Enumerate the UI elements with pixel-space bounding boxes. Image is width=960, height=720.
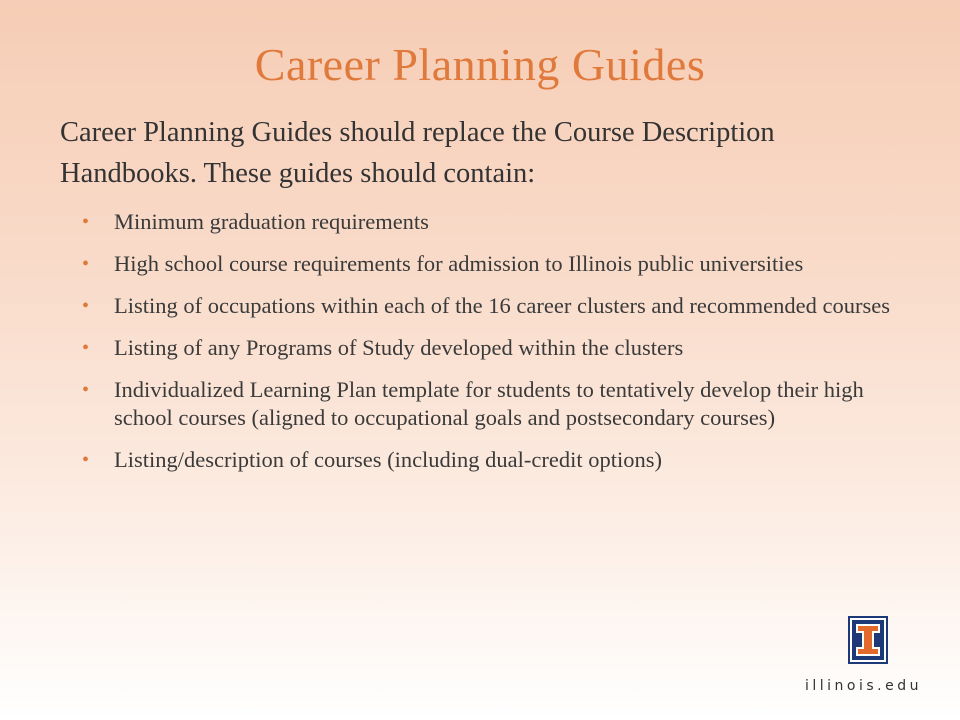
bullet-text: Listing/description of courses (including dual-credit options) — [114, 447, 663, 472]
bullet-text: Minimum graduation requirements — [114, 209, 429, 234]
bullet-dot-icon: • — [82, 337, 90, 359]
slide-title: Career Planning Guides — [254, 39, 706, 90]
bullet-item — [80, 376, 900, 432]
bullet-item — [80, 446, 900, 474]
site-url[interactable]: illinois.edu — [805, 678, 923, 694]
bullet-text: Listing of any Programs of Study developed within the clusters — [114, 335, 684, 360]
bullet-dot-icon: • — [82, 379, 90, 401]
bullet-list — [80, 208, 900, 488]
intro-text: Career Planning Guides should replace the Course Description Handbooks. These guides should contain: — [60, 117, 775, 189]
bullet-item — [80, 208, 900, 236]
bullet-item — [80, 334, 900, 362]
illinois-logo-icon — [848, 616, 888, 664]
bullet-dot-icon: • — [82, 211, 90, 233]
bullet-dot-icon: • — [82, 449, 90, 471]
bullet-text: Individualized Learning Plan template for students to tentatively develop their high school courses (aligned to occupational goals and postsecondary courses) — [114, 377, 864, 430]
bullet-dot-icon: • — [82, 253, 90, 275]
bullet-text: High school course requirements for admission to Illinois public universities — [114, 251, 804, 276]
bullet-item — [80, 250, 900, 278]
bullet-text: Listing of occupations within each of the 16 career clusters and recommended courses — [114, 293, 890, 318]
bullet-dot-icon: • — [82, 295, 90, 317]
bullet-item — [80, 292, 900, 320]
